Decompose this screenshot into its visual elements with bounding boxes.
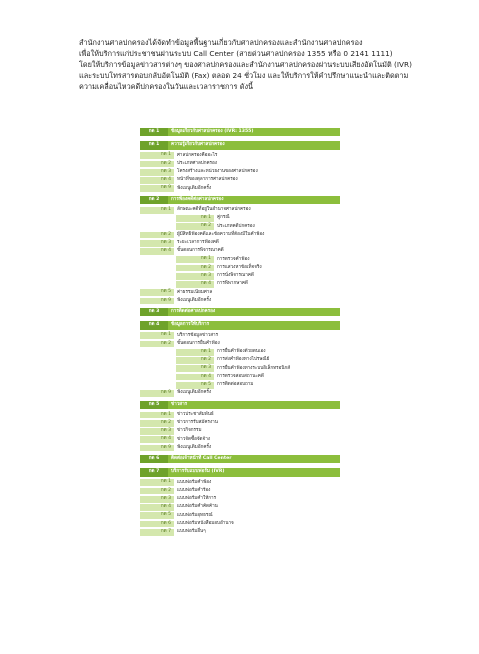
key-code-badge: กด 1 <box>176 349 214 356</box>
key-code-badge: กด 5 <box>140 512 174 519</box>
menu-label: การส่งคำฟ้องทางไปรษณีย์ <box>217 357 270 363</box>
key-code-badge: กด 2 <box>140 341 174 348</box>
menu-label: หน้าที่ของตุลาการศาลปกครอง <box>177 177 238 183</box>
key-code-badge: กด 2 <box>176 265 214 272</box>
key-code-badge: กด 2 <box>176 223 214 230</box>
menu-label: การยื่นคำฟ้องทางระบบอิเล็กทรอนิกส์ <box>217 365 291 371</box>
menu-subitem <box>140 356 340 364</box>
menu-subitem <box>140 272 340 280</box>
key-code-badge: กด 2 <box>140 161 174 168</box>
menu-label: การติดต่อศาลปกครอง <box>171 309 216 314</box>
menu-label: การติดต่อสอบถาม <box>217 382 254 387</box>
menu-label: ศาลปกครองคืออะไร <box>177 152 218 158</box>
menu-item <box>140 389 340 397</box>
menu-label: โครงสร้างและหน่วยงานของศาลปกครอง <box>177 169 258 174</box>
menu-label: ค่าธรรมเนียมศาล <box>177 289 213 295</box>
menu-label: ข่าวจัดซื้อจัดจ้าง <box>177 436 211 442</box>
menu-label: ลักษณะคดีที่อยู่ในอำนาจศาลปกครอง <box>177 207 251 212</box>
menu-label: แบบฟอร์มคำคัดค้าน <box>177 504 218 510</box>
menu-item <box>140 206 340 214</box>
menu-section-header <box>140 468 340 476</box>
key-code-badge: กด 9 <box>140 298 174 305</box>
menu-subitem <box>140 373 340 381</box>
menu-label: ความรู้เกี่ยวกับศาลปกครอง <box>171 142 225 148</box>
menu-item <box>140 152 340 160</box>
menu-label: บริการข้อมูลข่าวสาร <box>177 332 219 338</box>
key-code-badge: กด 6 <box>140 521 174 528</box>
key-code-badge: กด 1 <box>140 141 168 149</box>
menu-label: ฟังเมนูเดิมอีกครั้ง <box>177 390 212 396</box>
menu-subitem <box>140 256 340 264</box>
menu-label: การตรวจคำฟ้อง <box>217 256 250 262</box>
menu-label: การนั่งพิจารณาคดี <box>217 273 254 278</box>
menu-label: การพิพากษาคดี <box>217 281 248 287</box>
key-code-badge: กด 1 <box>140 128 168 136</box>
menu-label: ฟังเมนูเดิมอีกครั้ง <box>177 185 212 191</box>
menu-subitem <box>140 365 340 373</box>
key-code-badge: กด 4 <box>140 436 174 443</box>
menu-subitem <box>140 223 340 231</box>
menu-label: แบบฟอร์มอุทธรณ์ <box>177 512 213 518</box>
menu-subitem <box>140 381 340 389</box>
menu-item <box>140 340 340 348</box>
key-code-badge: กด 4 <box>176 374 214 381</box>
menu-item <box>140 411 340 419</box>
key-code-badge: กด 7 <box>140 529 174 536</box>
key-code-badge: กด 3 <box>176 273 214 280</box>
key-code-badge: กด 1 <box>140 152 174 159</box>
key-code-badge: กด 1 <box>176 215 214 222</box>
menu-item <box>140 495 340 503</box>
ivr-menu-tree <box>140 128 340 536</box>
key-code-badge: กด 5 <box>176 382 214 389</box>
menu-label: ข้อมูลการให้บริการ <box>171 322 210 328</box>
menu-label: ประเภทศาลปกครอง <box>177 160 218 166</box>
menu-item <box>140 503 340 511</box>
key-code-badge: กด 9 <box>140 390 174 397</box>
menu-label: คู่กรณี <box>217 215 230 221</box>
key-code-badge: กด 5 <box>140 289 174 296</box>
key-code-badge: กด 9 <box>140 185 174 192</box>
key-code-badge: กด 3 <box>140 240 174 247</box>
menu-item <box>140 427 340 435</box>
key-code-badge: กด 1 <box>176 256 214 263</box>
intro-line: สำนักงานศาลปกครองได้จัดทำข้อมูลพื้นฐานเกี่ยวกับศาลปกครองและสำนักงานศาลปกครอง <box>79 38 363 47</box>
menu-label: บริการรับแบบฟอร์ม (IVR) <box>171 469 225 475</box>
menu-item <box>140 332 340 340</box>
menu-label: ติดต่อเจ้าหน้าที่ Call Center <box>171 456 232 461</box>
intro-line: ความเคลื่อนไหวคดีปกครองในวันและเวลาราชการ ดังนี้ <box>79 81 253 91</box>
menu-label: แบบฟอร์มคำฟ้อง <box>177 479 212 485</box>
menu-item <box>140 176 340 184</box>
menu-item <box>140 239 340 247</box>
menu-item <box>140 512 340 520</box>
key-code-badge: กด 4 <box>176 281 214 288</box>
menu-section-header <box>140 321 340 329</box>
menu-subitem <box>140 280 340 288</box>
menu-item <box>140 528 340 536</box>
key-code-badge: กด 3 <box>176 365 214 372</box>
menu-label: ข้อมูลเกี่ยวกับศาลปกครอง (IVR: 1355) <box>171 129 254 134</box>
menu-label: ผู้มีสิทธิฟ้องคดีและข้อความที่ต้องมีในคำฟ้อง <box>177 231 265 237</box>
intro-paragraph <box>79 38 412 93</box>
menu-section-header <box>140 308 340 316</box>
menu-item <box>140 436 340 444</box>
menu-item <box>140 231 340 239</box>
menu-section-header <box>140 455 340 463</box>
key-code-badge: กด 1 <box>140 332 174 339</box>
key-code-badge: กด 3 <box>140 428 174 435</box>
menu-item <box>140 168 340 176</box>
menu-label: การตรวจสอบสถานะคดี <box>217 373 264 379</box>
menu-label: การฟ้องคดีต่อศาลปกครอง <box>171 196 224 202</box>
key-code-badge: กด 7 <box>140 468 168 476</box>
menu-item <box>140 160 340 168</box>
key-code-badge: กด 1 <box>140 479 174 486</box>
menu-label: การแสวงหาข้อเท็จจริง <box>217 264 262 270</box>
key-code-badge: กด 6 <box>140 455 168 463</box>
menu-item <box>140 289 340 297</box>
menu-label: แบบฟอร์มอื่นๆ <box>177 529 206 534</box>
key-code-badge: กด 4 <box>140 504 174 511</box>
menu-label: ขั้นตอนการยื่นคำฟ้อง <box>177 340 220 346</box>
menu-label: ขั้นตอนการพิจารณาคดี <box>177 248 224 254</box>
menu-section-header <box>140 128 340 136</box>
menu-label: ประเภทคดีปกครอง <box>217 223 255 229</box>
menu-label: ฟังเมนูเดิมอีกครั้ง <box>177 297 212 303</box>
menu-label: การยื่นคำฟ้องด้วยตนเอง <box>217 349 266 354</box>
menu-label: แบบฟอร์มคำร้อง <box>177 487 211 493</box>
menu-item <box>140 444 340 452</box>
key-code-badge: กด 4 <box>140 321 168 329</box>
menu-section-header <box>140 196 340 204</box>
key-code-badge: กด 3 <box>140 496 174 503</box>
menu-item <box>140 520 340 528</box>
menu-label: แบบฟอร์มคำให้การ <box>177 496 217 501</box>
menu-item <box>140 247 340 255</box>
intro-line: โดยให้บริการข้อมูลข่าวสารต่างๆ ของศาลปกครองและสำนักงานศาลปกครองผ่านระบบเสียงอัตโนมัติ (IVR) <box>79 59 412 69</box>
key-code-badge: กด 3 <box>140 308 168 316</box>
menu-item <box>140 419 340 427</box>
menu-label: ระยะเวลาการฟ้องคดี <box>177 240 219 245</box>
menu-section-header <box>140 401 340 409</box>
menu-item <box>140 297 340 305</box>
menu-label: ข่าวประชาสัมพันธ์ <box>177 411 214 417</box>
key-code-badge: กด 2 <box>140 488 174 495</box>
key-code-badge: กด 9 <box>140 445 174 452</box>
menu-section-header <box>140 141 340 149</box>
menu-label: ฟังเมนูเดิมอีกครั้ง <box>177 444 212 450</box>
menu-label: ข่าวสาร <box>171 401 188 407</box>
key-code-badge: กด 1 <box>140 412 174 419</box>
intro-line: เพื่อให้บริการแก่ประชาชนผ่านระบบ Call Center (สายด่วนศาลปกครอง 1355 หรือ 0 2141 1111) <box>79 48 393 58</box>
menu-item <box>140 185 340 193</box>
menu-subitem <box>140 264 340 272</box>
menu-item <box>140 479 340 487</box>
menu-subitem <box>140 348 340 356</box>
key-code-badge: กด 2 <box>140 420 174 427</box>
key-code-badge: กด 2 <box>140 196 168 204</box>
key-code-badge: กด 2 <box>140 232 174 239</box>
menu-label: ข่าวการรับสมัครงาน <box>177 420 218 425</box>
key-code-badge: กด 5 <box>140 401 168 409</box>
key-code-badge: กด 4 <box>140 248 174 255</box>
menu-label: ข่าวกิจกรรม <box>177 428 202 434</box>
key-code-badge: กด 3 <box>140 169 174 176</box>
menu-label: แบบฟอร์มหนังสือมอบอำนาจ <box>177 520 234 526</box>
key-code-badge: กด 1 <box>140 207 174 214</box>
menu-item <box>140 487 340 495</box>
intro-line: และระบบโทรสารตอบกลับอัตโนมัติ (Fax) ตลอด 24 ชั่วโมง และให้บริการให้คำปรึกษาแนะนำและติดตาม <box>79 70 409 80</box>
key-code-badge: กด 4 <box>140 177 174 184</box>
menu-subitem <box>140 214 340 222</box>
key-code-badge: กด 2 <box>176 357 214 364</box>
